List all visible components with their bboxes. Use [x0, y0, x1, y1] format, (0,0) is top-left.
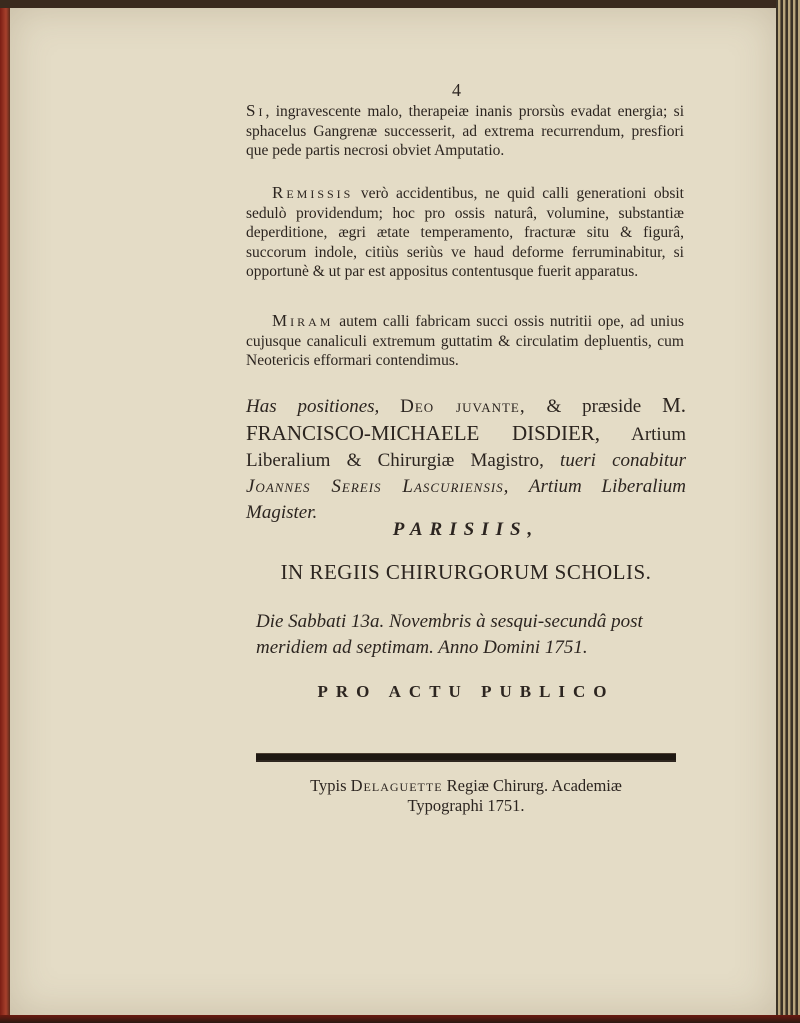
page-stack-edge [776, 0, 800, 1023]
respondent-title: Artium Liberalium Magister. [246, 476, 686, 523]
printer-line-1 [246, 776, 686, 796]
respondent-name: Joannes Sereis Lascuriensis, [246, 476, 510, 497]
paragraph-miram [246, 311, 684, 371]
praeside-text: & præside [525, 396, 663, 417]
paragraph-lead: Si [246, 101, 266, 120]
paragraph-remissis [246, 183, 684, 282]
printer-imprint [246, 776, 686, 816]
paragraph-text: , ingravescente malo, therapeiæ inanis prorsùs evadat energia; si sphacelus Gangrenæ successerit, ad extrema recurrendum, presfiori que pede partis necrosi obviet Amputatio. [246, 103, 684, 159]
venue-heading: IN REGIIS CHIRURGORUM SCHOLIS. [280, 560, 652, 584]
act-heading: PRO ACTU PUBLICO [317, 682, 615, 701]
praeses-name: M. FRANCISCO-MICHAELE DISDIER, [246, 393, 687, 445]
paragraph-lead: Remissis [272, 183, 354, 202]
tueri-text: tueri conabitur [543, 450, 686, 471]
paragraph-text: autem calli fabricam succi ossis nutritii ope, ad unius cujusque canaliculi extremum guttatim & circulatim depluentis, cum Neotericis efformari contendimus. [246, 313, 684, 369]
ornamental-rule [256, 753, 676, 762]
book-spine-edge [0, 0, 10, 1023]
printer-academy: Regiæ Chirurg. Academiæ [442, 776, 622, 795]
paragraph-text: verò accidentibus, ne quid calli generationi obsit sedulò providendum; hoc pro ossis naturâ, volumine, substantiæ deperditione, ægri ætate temperamento, fracturæ situ & figurâ, succorum indole, citiùs seriùs ve haud deforme ferruminabitur, si opportunè & ut par est appositus contentusque fuerit apparatus. [246, 185, 684, 280]
paragraph-si [246, 101, 684, 161]
praeses-title: Artium Liberalium & Chirurgiæ Magistro, [246, 424, 686, 471]
bottom-edge [0, 1015, 800, 1023]
positiones-intro: Has positiones, [246, 396, 380, 417]
positiones-statement [246, 392, 686, 526]
deo-juvante: Deo juvante, [400, 396, 526, 417]
date-line: Die Sabbati 13a. Novembris à sesqui-secundâ post meridiem ad septimam. Anno Domini 1751. [256, 611, 643, 658]
page-number: 4 [452, 80, 461, 100]
printer-name: Delaguette [350, 776, 443, 795]
place-heading: PARISIIS, [392, 519, 540, 540]
printer-line-2: Typographi 1751. [407, 796, 525, 815]
top-edge [0, 0, 800, 8]
printer-typis: Typis [310, 776, 351, 795]
paragraph-lead: Miram [272, 311, 334, 330]
